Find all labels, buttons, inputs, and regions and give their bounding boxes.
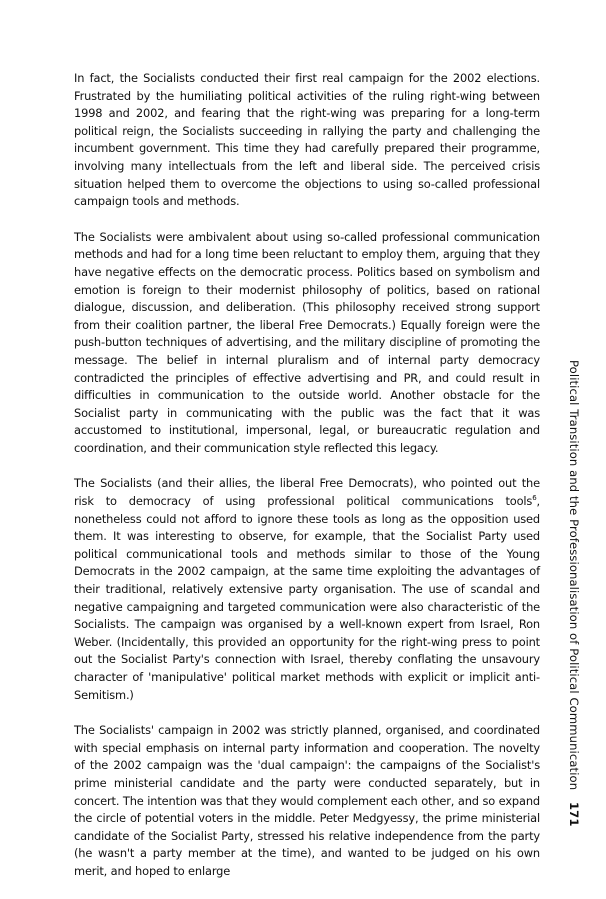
paragraph-3-text-b: , nonetheless could not afford to ignore these tools as long as the opposition used them. It was interesting to observe, for example, that the Socialist Party used political communicational tools and methods similar to those of the Young Democrats in the 2002 campaign, at the same time exploiting the advantages of their traditional, relatively extensive party organisation. The use of scandal and negative campaigning and targeted communication were also characteristic of the Socialists. The campaign was organised by a well-known expert from Israel, Ron Weber. (Incidentally, this provided an opportunity for the right-wing press to point out the Socialist Party's connection with Israel, thereby conflating the unsavoury character of 'manipulative' political market methods with explicit or implicit anti-Semitism.) — [74, 494, 540, 702]
running-head-vertical — [567, 360, 581, 826]
paragraph-4: The Socialists' campaign in 2002 was strictly planned, organised, and coordinated with special emphasis on internal party information and cooperation. The novelty of the 2002 campaign was the 'dual campaign': the campaigns of the Socialist's prime ministerial candidate and the party were conducted separately, but in concert. The intention was that they would complement each other, and so expand the circle of potential voters in the middle. Peter Medgyessy, the prime ministerial candidate of the Socialist Party, stressed his relative independence from the party (he wasn't a party member at the time), and wanted to be judged on his own merit, and hoped to enlarge — [74, 723, 540, 878]
paragraph-2: The Socialists were ambivalent about using so-called professional communication methods and had for a long time been reluctant to employ them, arguing that they have negative effects on the democratic process. Politics based on symbolism and emotion is foreign to their modernist philosophy of politics, based on rational dialogue, discussion, and deliberation. (This philosophy received strong support from their coalition partner, the liberal Free Democrats.) Equally foreign were the push-button techniques of advertising, and the military discipline of promoting the message. The belief in internal pluralism and of internal party democracy contradicted the principles of effective advertising and PR, and could result in difficulties in communication to the outside world. Another obstacle for the Socialist party in communicating with the public was the fact that it was accustomed to institutional, impersonal, legal, or bureaucratic regulation and coordination, and their communication style reflected this legacy. — [74, 229, 540, 455]
paragraph-3-text-a: The Socialists (and their allies, the liberal Free Democrats), who pointed out the risk to democracy of using professional political communications tools — [74, 476, 540, 509]
paragraph-3 — [74, 475, 540, 704]
page-body — [74, 70, 540, 899]
running-head-sidebar — [563, 360, 585, 827]
footnote-ref-6[interactable]: 6 — [532, 494, 537, 503]
page-number: 171 — [567, 801, 581, 827]
paragraph-1: In fact, the Socialists conducted their first real campaign for the 2002 elections. Frustrated by the humiliating political activities of the ruling right-wing between 1998 and 2002, and fearing that the right-wing was preparing for a long-term political reign, the Socialists succeeding in rallying the party and challenging the incumbent government. This time they had carefully prepared their programme, involving many intellectuals from the left and liberal side. The perceived crisis situation helped them to overcome the objections to using so-called professional campaign tools and methods. — [74, 71, 540, 209]
running-head: Political Transition and the Professionalisation of Political Communication — [567, 360, 581, 791]
